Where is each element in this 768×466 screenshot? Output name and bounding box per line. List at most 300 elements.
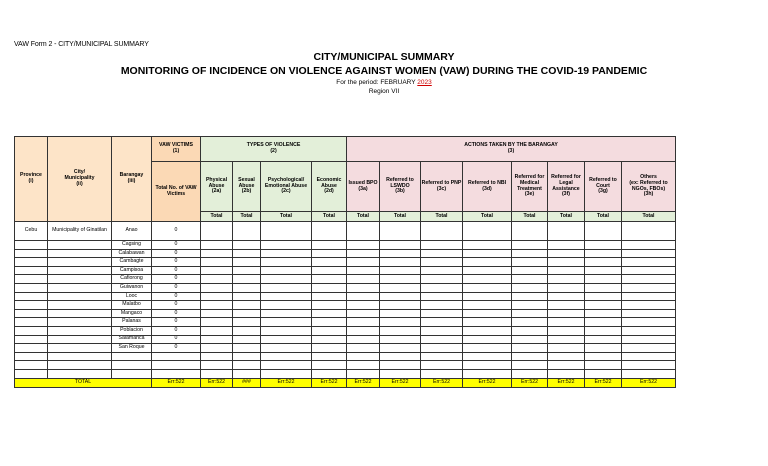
barangay-row (15, 335, 676, 344)
data-cell (312, 301, 347, 310)
barangay-cell: Mangaco (112, 309, 152, 318)
data-cell (347, 344, 380, 353)
data-cell (380, 241, 421, 250)
data-cell (622, 301, 676, 310)
data-cell (347, 318, 380, 327)
data-cell (421, 352, 463, 361)
others-header: Others (ex: Referred to NGOs, FBOs) (3h) (622, 162, 676, 212)
total-value-cell: Err:522 (347, 378, 380, 387)
form-label: VAW Form 2 - CITY/MUNICIPAL SUMMARY (14, 41, 149, 48)
data-cell (380, 301, 421, 310)
municipality-cell (48, 369, 112, 378)
municipality-cell (48, 352, 112, 361)
data-cell (261, 326, 312, 335)
data-cell (201, 222, 233, 241)
data-cell (548, 258, 585, 267)
data-cell (421, 241, 463, 250)
data-cell (312, 258, 347, 267)
barangay-row (15, 344, 676, 353)
data-cell (622, 335, 676, 344)
municipality-cell (48, 275, 112, 284)
data-cell (622, 318, 676, 327)
barangay-cell: Looc (112, 292, 152, 301)
summary-table (14, 136, 676, 388)
data-cell (201, 292, 233, 301)
municipality-cell (48, 335, 112, 344)
data-cell (463, 301, 512, 310)
municipality-cell (48, 361, 112, 370)
vaw-victims-header: VAW VICTIMS (1) (152, 137, 201, 162)
data-cell (380, 335, 421, 344)
municipality-cell (48, 241, 112, 250)
province-cell (15, 266, 48, 275)
data-cell (622, 241, 676, 250)
data-cell (347, 222, 380, 241)
reporting-period (0, 79, 768, 86)
data-cell (201, 241, 233, 250)
province-cell (15, 318, 48, 327)
data-cell (548, 283, 585, 292)
data-cell (585, 258, 622, 267)
data-cell (312, 309, 347, 318)
data-cell (463, 335, 512, 344)
barangay-row (15, 266, 676, 275)
data-cell (312, 361, 347, 370)
province-cell (15, 352, 48, 361)
barangay-cell: Salamanca (112, 335, 152, 344)
data-cell (347, 301, 380, 310)
period-label: For the period: FEBRUARY (336, 79, 416, 86)
data-cell (622, 258, 676, 267)
barangay-row (15, 241, 676, 250)
data-cell (585, 283, 622, 292)
period-year: 2023 (417, 79, 432, 86)
data-cell (233, 361, 261, 370)
data-cell (463, 283, 512, 292)
data-cell (585, 249, 622, 258)
data-cell (347, 275, 380, 284)
data-cell (548, 309, 585, 318)
data-cell (347, 352, 380, 361)
data-cell (622, 222, 676, 241)
empty-row (15, 361, 676, 370)
data-cell (380, 275, 421, 284)
data-cell (312, 292, 347, 301)
province-cell (15, 369, 48, 378)
barangay-cell: Cagsing (112, 241, 152, 250)
actions-header: ACTIONS TAKEN BY THE BARANGAY (3) (347, 137, 676, 162)
types-of-violence-header: TYPES OF VIOLENCE (2) (201, 137, 347, 162)
data-cell (512, 258, 548, 267)
data-cell (312, 222, 347, 241)
barangay-cell (112, 361, 152, 370)
barangay-cell: Cafiorong (112, 275, 152, 284)
total-subheader: Total (585, 212, 622, 222)
data-cell (347, 241, 380, 250)
data-cell (421, 309, 463, 318)
province-cell (15, 326, 48, 335)
data-cell (585, 344, 622, 353)
data-cell (512, 249, 548, 258)
province-cell (15, 258, 48, 267)
data-cell (622, 361, 676, 370)
total-victims-cell: 0 (152, 283, 201, 292)
data-cell (512, 241, 548, 250)
data-cell (548, 249, 585, 258)
data-cell (548, 266, 585, 275)
data-cell (233, 249, 261, 258)
data-cell (347, 369, 380, 378)
total-value-cell: Err:522 (152, 378, 201, 387)
data-cell (380, 326, 421, 335)
barangay-cell: Calabawan (112, 249, 152, 258)
data-cell (421, 283, 463, 292)
data-cell (233, 326, 261, 335)
data-cell (380, 292, 421, 301)
referred-lswdo-header: Referred to LSWDO (3b) (380, 162, 421, 212)
data-cell (585, 241, 622, 250)
data-cell (622, 249, 676, 258)
data-cell (622, 369, 676, 378)
data-cell (347, 258, 380, 267)
data-cell (347, 266, 380, 275)
barangay-cell (112, 352, 152, 361)
total-value-cell: Err:522 (512, 378, 548, 387)
referred-pnp-header: Referred to PNP (3c) (421, 162, 463, 212)
data-cell (548, 326, 585, 335)
total-victims-cell: 0 (152, 249, 201, 258)
municipality-header: City/ Municipality (ii) (48, 137, 112, 222)
data-cell (201, 301, 233, 310)
data-cell (380, 369, 421, 378)
total-victims-cell: 0 (152, 318, 201, 327)
data-cell (585, 275, 622, 284)
data-cell (421, 344, 463, 353)
data-cell (585, 301, 622, 310)
barangay-cell: Guiwanon (112, 283, 152, 292)
empty-row (15, 369, 676, 378)
data-cell (201, 352, 233, 361)
total-value-cell: Err:522 (585, 378, 622, 387)
total-subheader: Total (622, 212, 676, 222)
data-cell (585, 361, 622, 370)
barangay-header: Barangay (iii) (112, 137, 152, 222)
barangay-cell: Malatbo (112, 301, 152, 310)
total-value-cell: Err:522 (421, 378, 463, 387)
data-cell (347, 292, 380, 301)
municipality-cell (48, 258, 112, 267)
data-cell (622, 266, 676, 275)
data-cell (421, 275, 463, 284)
data-cell (261, 318, 312, 327)
total-value-cell: Err:522 (548, 378, 585, 387)
total-subheader: Total (201, 212, 233, 222)
total-value-cell: Err:522 (380, 378, 421, 387)
data-cell (421, 361, 463, 370)
data-cell (512, 335, 548, 344)
province-cell (15, 335, 48, 344)
data-cell (463, 258, 512, 267)
psychological-abuse-header: Psychological/ Emotional Abuse (2c) (261, 162, 312, 212)
data-cell (261, 352, 312, 361)
data-cell (512, 344, 548, 353)
barangay-cell: San Roque (112, 344, 152, 353)
municipality-cell (48, 318, 112, 327)
barangay-row (15, 275, 676, 284)
barangay-cell (112, 369, 152, 378)
data-cell (233, 352, 261, 361)
data-cell (512, 309, 548, 318)
municipality-cell (48, 249, 112, 258)
municipality-cell (48, 344, 112, 353)
referred-legal-header: Referred for Legal Assistance (3f) (548, 162, 585, 212)
municipality-cell: Municipality of Ginatilan (48, 222, 112, 241)
data-cell (421, 301, 463, 310)
referred-medical-header: Referred for Medical Treatment (3e) (512, 162, 548, 212)
data-cell (548, 318, 585, 327)
province-cell (15, 301, 48, 310)
data-cell (622, 283, 676, 292)
data-cell (261, 222, 312, 241)
province-cell (15, 241, 48, 250)
data-cell (201, 344, 233, 353)
data-cell (261, 266, 312, 275)
data-cell (261, 361, 312, 370)
data-cell (548, 292, 585, 301)
province-cell (15, 249, 48, 258)
data-cell (347, 249, 380, 258)
data-cell (233, 309, 261, 318)
total-subheader: Total (463, 212, 512, 222)
total-victims-cell (152, 361, 201, 370)
total-victims-cell: 0 (152, 301, 201, 310)
region-label: Region VII (368, 88, 400, 95)
barangay-row (15, 258, 676, 267)
data-cell (585, 309, 622, 318)
total-value-cell: Err:522 (622, 378, 676, 387)
data-cell (261, 241, 312, 250)
data-cell (585, 326, 622, 335)
data-cell (312, 326, 347, 335)
data-cell (622, 344, 676, 353)
data-cell (548, 241, 585, 250)
data-cell (380, 352, 421, 361)
data-rows (15, 222, 676, 379)
data-cell (585, 222, 622, 241)
barangay-row (15, 326, 676, 335)
total-victims-cell: 0 (152, 241, 201, 250)
data-cell (585, 369, 622, 378)
total-subheader: Total (261, 212, 312, 222)
data-cell (380, 249, 421, 258)
barangay-row (15, 318, 676, 327)
data-cell (585, 335, 622, 344)
issued-bpo-header: Issued BPO (3a) (347, 162, 380, 212)
data-cell (380, 361, 421, 370)
data-cell (261, 369, 312, 378)
data-cell (512, 275, 548, 284)
physical-abuse-header: Physical Abuse (2a) (201, 162, 233, 212)
data-cell (585, 266, 622, 275)
data-cell (463, 292, 512, 301)
data-cell (463, 222, 512, 241)
data-cell (347, 283, 380, 292)
data-cell (233, 283, 261, 292)
data-cell (421, 369, 463, 378)
data-cell (261, 301, 312, 310)
data-cell (380, 344, 421, 353)
data-cell (548, 344, 585, 353)
data-cell (233, 258, 261, 267)
data-cell (512, 283, 548, 292)
total-victims-cell: 0 (152, 335, 201, 344)
barangay-row (15, 283, 676, 292)
total-victims-cell: 0 (152, 309, 201, 318)
data-cell (233, 335, 261, 344)
data-cell (463, 241, 512, 250)
data-cell (312, 275, 347, 284)
data-cell (548, 275, 585, 284)
barangay-row (15, 292, 676, 301)
data-cell (201, 275, 233, 284)
data-cell (463, 361, 512, 370)
total-victims-cell: 0 (152, 326, 201, 335)
data-cell (421, 222, 463, 241)
province-cell (15, 292, 48, 301)
data-cell (421, 335, 463, 344)
municipality-cell (48, 309, 112, 318)
data-cell (312, 318, 347, 327)
economic-abuse-header: Economic Abuse (2d) (312, 162, 347, 212)
data-cell (261, 292, 312, 301)
total-value-cell: Err:522 (312, 378, 347, 387)
data-cell (261, 249, 312, 258)
data-cell (233, 241, 261, 250)
referred-court-header: Referred to Court (3g) (585, 162, 622, 212)
data-cell (261, 283, 312, 292)
barangay-cell: Cambagte (112, 258, 152, 267)
total-victims-cell: 0 (152, 222, 201, 241)
data-cell (312, 283, 347, 292)
total-victims-cell: 0 (152, 344, 201, 353)
data-cell (421, 318, 463, 327)
data-cell (548, 352, 585, 361)
data-cell (347, 335, 380, 344)
data-cell (585, 352, 622, 361)
data-cell (512, 326, 548, 335)
data-cell (233, 292, 261, 301)
data-cell (201, 258, 233, 267)
barangay-cell: Campisoa (112, 266, 152, 275)
document-subtitle: MONITORING OF INCIDENCE ON VIOLENCE AGAINST WOMEN (VAW) DURING THE COVID-19 PANDEMIC (120, 65, 648, 77)
province-cell (15, 309, 48, 318)
data-cell (312, 335, 347, 344)
total-subheader: Total (421, 212, 463, 222)
data-cell (622, 292, 676, 301)
data-cell (463, 369, 512, 378)
data-cell (312, 249, 347, 258)
data-cell (421, 326, 463, 335)
total-subheader: Total (512, 212, 548, 222)
sexual-abuse-header: Sexual Abuse (2b) (233, 162, 261, 212)
data-cell (201, 249, 233, 258)
data-cell (512, 222, 548, 241)
total-value-cell: Err:522 (463, 378, 512, 387)
total-victims-cell: 0 (152, 258, 201, 267)
data-cell (463, 275, 512, 284)
municipality-cell (48, 283, 112, 292)
data-cell (233, 301, 261, 310)
total-subheader: Total (312, 212, 347, 222)
data-cell (512, 301, 548, 310)
data-cell (201, 283, 233, 292)
data-cell (201, 369, 233, 378)
data-cell (622, 326, 676, 335)
data-cell (421, 249, 463, 258)
data-cell (463, 344, 512, 353)
barangay-cell: Palanas (112, 318, 152, 327)
total-victims-cell (152, 352, 201, 361)
data-cell (233, 344, 261, 353)
data-cell (512, 352, 548, 361)
data-cell (463, 326, 512, 335)
total-victims-cell: 0 (152, 275, 201, 284)
data-cell (512, 266, 548, 275)
data-cell (261, 258, 312, 267)
data-cell (312, 369, 347, 378)
data-cell (261, 309, 312, 318)
total-victims-cell (152, 369, 201, 378)
province-cell (15, 283, 48, 292)
data-cell (512, 369, 548, 378)
data-cell (380, 283, 421, 292)
total-subheader: Total (347, 212, 380, 222)
data-cell (261, 344, 312, 353)
barangay-row (15, 249, 676, 258)
data-cell (585, 292, 622, 301)
total-victims-cell: 0 (152, 292, 201, 301)
barangay-cell: Poblacion (112, 326, 152, 335)
data-cell (201, 309, 233, 318)
data-cell (233, 369, 261, 378)
data-cell (512, 318, 548, 327)
total-value-cell: Err:522 (261, 378, 312, 387)
data-cell (201, 266, 233, 275)
total-victims-header: Total No. of VAW Victims (152, 162, 201, 222)
data-cell (548, 301, 585, 310)
municipality-cell (48, 326, 112, 335)
barangay-cell: Anao (112, 222, 152, 241)
data-cell (261, 335, 312, 344)
data-cell (312, 266, 347, 275)
total-subheader: Total (233, 212, 261, 222)
data-cell (233, 275, 261, 284)
barangay-row (15, 301, 676, 310)
data-cell (201, 335, 233, 344)
data-cell (622, 309, 676, 318)
data-cell (201, 326, 233, 335)
data-cell (261, 275, 312, 284)
data-cell (233, 318, 261, 327)
total-row (15, 378, 676, 387)
data-cell (463, 249, 512, 258)
total-row-label: TOTAL (15, 378, 152, 387)
data-cell (421, 258, 463, 267)
data-cell (548, 361, 585, 370)
data-cell (347, 309, 380, 318)
data-cell (201, 318, 233, 327)
empty-row (15, 352, 676, 361)
